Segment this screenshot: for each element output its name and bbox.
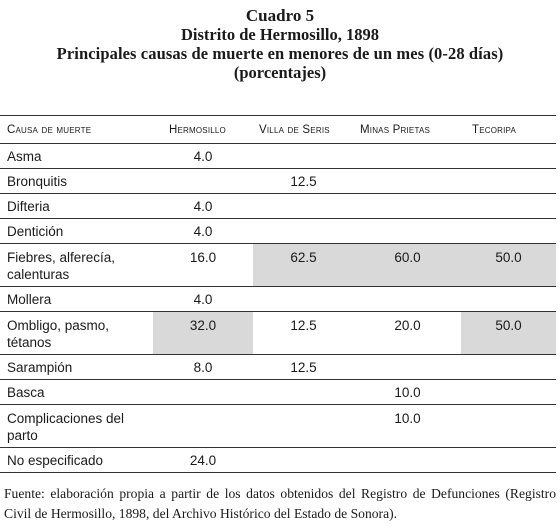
value-cell: 4.0 <box>193 199 213 214</box>
value-cell: 12.5 <box>290 318 317 333</box>
value-cell: 4.0 <box>193 292 213 307</box>
value-cell <box>461 380 556 405</box>
cause-cell: Basca <box>7 385 45 400</box>
cause-cell: No especificado <box>7 453 104 468</box>
table-row <box>0 405 556 448</box>
value-cell <box>153 169 253 194</box>
table-subject: Principales causas de muerte en menores de un mes (0-28 días) <box>56 44 504 63</box>
table-row <box>0 219 556 244</box>
table-row <box>0 355 556 380</box>
value-cell: 24.0 <box>189 453 217 468</box>
value-cell: 16.0 <box>189 250 217 265</box>
value-cell: 10.0 <box>394 411 421 426</box>
cause-cell: Ombligo, pasmo, tétanos <box>7 318 110 350</box>
value-cell <box>461 219 556 244</box>
value-cell-highlighted: 50.0 <box>461 244 556 287</box>
value-cell <box>354 169 461 194</box>
value-cell: 10.0 <box>394 385 421 400</box>
value-cell: 4.0 <box>193 149 213 164</box>
cause-cell: Sarampión <box>7 360 73 375</box>
cause-cell: Difteria <box>7 199 50 214</box>
value-cell-highlighted: 62.5 <box>253 244 354 287</box>
header-cause: Causa de muerte <box>7 123 92 136</box>
mortality-table-container <box>0 115 556 473</box>
value-cell <box>461 169 556 194</box>
value-cell <box>354 194 461 219</box>
cause-cell: Bronquitis <box>7 174 68 189</box>
table-number: Cuadro 5 <box>245 6 315 25</box>
value-cell-highlighted: 32.0 <box>153 312 253 355</box>
table-row <box>0 380 556 405</box>
table-row <box>0 244 556 287</box>
header-minas-prietas: Minas Prietas <box>360 123 431 136</box>
value-cell: 8.0 <box>193 360 213 375</box>
value-cell <box>253 194 354 219</box>
cause-cell: Fiebres, alferecía, calenturas <box>7 250 116 282</box>
header-villa-de-seris: Villa de Seris <box>259 123 330 136</box>
table-district: Distrito de Hermosillo, 1898 <box>181 25 379 44</box>
value-cell <box>253 219 354 244</box>
value-cell: 20.0 <box>394 318 421 333</box>
cause-cell: Complicaciones del parto <box>7 411 125 443</box>
value-cell <box>461 405 556 448</box>
value-cell <box>461 194 556 219</box>
table-row <box>0 448 556 473</box>
value-cell: 12.5 <box>290 360 317 375</box>
cause-cell: Asma <box>7 149 42 164</box>
source-note: Fuente: elaboración propia a partir de los datos obtenidos del Registro de Defunciones (Registro Civil de Hermosillo, 1898, del Archivo Histórico del Estado de Sonora). <box>4 486 556 521</box>
value-cell <box>253 144 354 169</box>
value-cell <box>354 355 461 380</box>
value-cell <box>153 405 253 448</box>
mortality-table <box>0 115 556 473</box>
value-cell <box>253 287 354 312</box>
table-row <box>0 312 556 355</box>
table-row <box>0 169 556 194</box>
value-cell <box>253 405 354 448</box>
header-hermosillo: Hermosillo <box>169 123 226 136</box>
header-tecoripa: Tecoripa <box>472 123 517 136</box>
value-cell: 12.5 <box>290 174 317 189</box>
table-row <box>0 287 556 312</box>
value-cell <box>253 380 354 405</box>
value-cell-highlighted: 60.0 <box>354 244 461 287</box>
table-title-block <box>0 6 560 82</box>
value-cell <box>461 144 556 169</box>
value-cell: 4.0 <box>193 224 213 239</box>
value-cell <box>461 355 556 380</box>
table-row <box>0 194 556 219</box>
value-cell <box>253 448 354 473</box>
value-cell <box>461 448 556 473</box>
value-cell <box>153 380 253 405</box>
cause-cell: Dentición <box>7 224 64 239</box>
value-cell <box>354 448 461 473</box>
value-cell <box>354 144 461 169</box>
value-cell-highlighted: 50.0 <box>461 312 556 355</box>
cause-cell: Mollera <box>7 292 52 307</box>
table-unit: (porcentajes) <box>233 63 327 82</box>
value-cell <box>354 219 461 244</box>
value-cell <box>461 287 556 312</box>
table-header-row <box>0 116 556 144</box>
value-cell <box>354 287 461 312</box>
table-row <box>0 144 556 169</box>
